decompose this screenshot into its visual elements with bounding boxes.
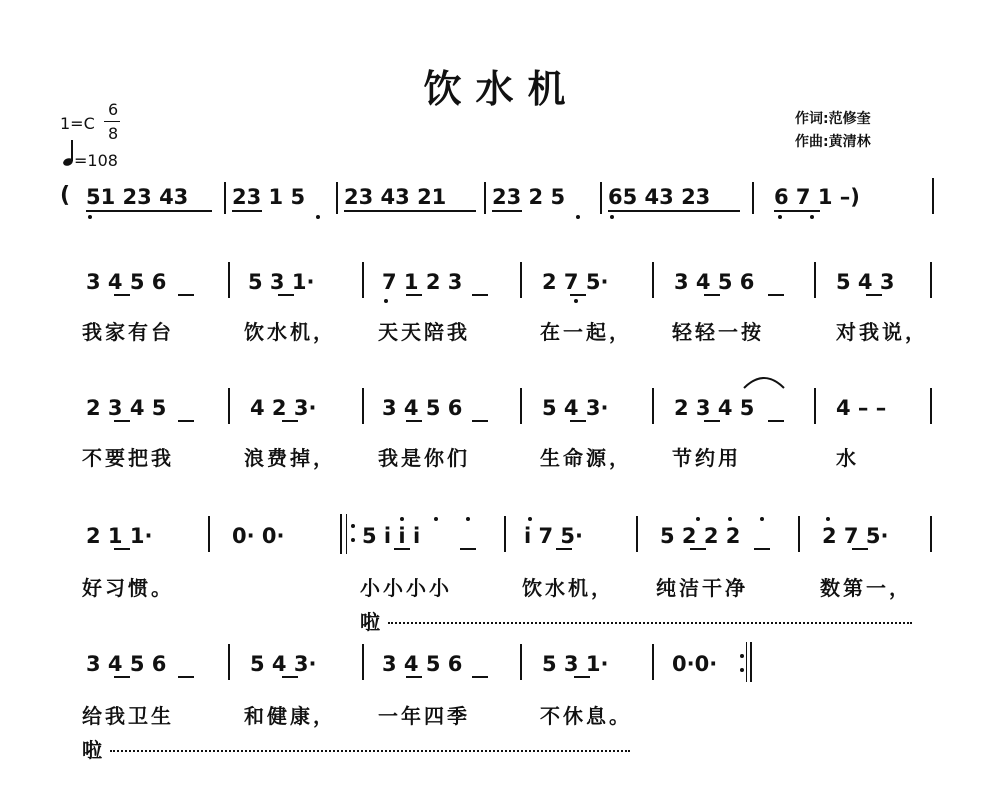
low-octave-dot [316,215,320,219]
underline [114,294,130,296]
barline [814,388,816,424]
barline [520,262,522,298]
barline [336,182,338,214]
underline [232,210,262,212]
note-group: 3 4 5 6 [674,270,755,294]
barline [208,516,210,552]
tempo-value: =108 [74,151,118,170]
repeat-dot [351,538,355,542]
time-numerator: 6 [108,100,119,119]
note-group: 3 4 5 6 [86,270,167,294]
lyric-segment: 轻轻一按 [672,320,764,344]
lyric-segment: 不休息。 [540,704,632,728]
note-group: 6 7 1 –) [774,185,860,209]
underline [754,548,770,550]
note-group: 5 3 1· [542,652,609,676]
underline [768,420,784,422]
note-group: 23 43 21 [344,185,447,209]
slur-arc [742,374,786,394]
repeat-start-thin [346,514,347,554]
lyric-segment: 水 [836,446,859,470]
lyric-segment: 小小小小 [360,576,452,600]
note-group: 5 4 3· [250,652,317,676]
note-group: 5 2 2 2 [660,524,741,548]
underline [852,548,868,550]
key-signature: 1=C [60,114,95,133]
note-group: 4 – – [836,396,887,420]
underline [570,294,586,296]
note-group: i 7 5· [524,524,584,548]
repeat-start-thick [340,514,342,554]
underline [178,676,194,678]
underline [114,420,130,422]
high-octave-dot [528,517,532,521]
low-octave-dot [384,299,388,303]
note-group: 23 1 5 [232,185,306,209]
barline [652,262,654,298]
repeat-end-thick [750,642,752,682]
underline [704,420,720,422]
barline [520,644,522,680]
underline [556,548,572,550]
lyric-segment: 我家有台 [82,320,174,344]
la-syllable: 啦 [360,610,383,634]
barline [636,516,638,552]
underline [472,420,488,422]
underline [690,548,706,550]
lyricist: 作词:范修奎 [795,111,871,127]
note-group: 2 3 4 5 [86,396,167,420]
barline [362,644,364,680]
underline [472,676,488,678]
barline [224,182,226,214]
lyric-segment: 在一起， [540,320,632,344]
barline [652,388,654,424]
lyric-segment: 不要把我 [82,446,174,470]
lyric-segment: 生命源， [540,446,632,470]
lyric-segment: 浪费掉， [244,446,336,470]
underline [704,294,720,296]
barline [932,178,934,214]
barline [484,182,486,214]
la-syllable: 啦 [82,738,105,762]
barline [504,516,506,552]
low-octave-dot [778,215,782,219]
underline [574,676,590,678]
note-group: 0· 0· [232,524,285,548]
lyric-segment: 纯洁干净 [656,576,748,600]
lyric-segment: 给我卫生 [82,704,174,728]
high-octave-dot [760,517,764,521]
note-group: 4 2 3· [250,396,317,420]
underline [178,294,194,296]
underline [344,210,476,212]
lyric-segment: 节约用 [672,446,741,470]
lyric-segment: 对我说， [836,320,928,344]
high-octave-dot [400,517,404,521]
underline [282,420,298,422]
underline [608,210,740,212]
underline [406,294,422,296]
time-divider [104,121,120,122]
low-octave-dot [574,299,578,303]
barline [930,388,932,424]
lyric-segment: 一年四季 [378,704,470,728]
note-group: 5 3 1· [248,270,315,294]
lyric-segment: 天天陪我 [378,320,470,344]
underline [178,420,194,422]
underline [278,294,294,296]
low-octave-dot [810,215,814,219]
note-group: 2 7 5· [822,524,889,548]
note-group: 2 3 4 5 [674,396,755,420]
lyric-segment: 数第一， [820,576,912,600]
underline [394,548,410,550]
note-group: 51 23 43 [86,185,189,209]
note-group: 5 i i i [362,524,421,548]
barline [362,388,364,424]
lyric-segment: 和健康， [244,704,336,728]
low-octave-dot [576,215,580,219]
note-group: 0·0· [672,652,718,676]
dotted-extension [110,750,630,752]
barline [814,262,816,298]
underline [866,294,882,296]
note-group: 3 4 5 6 [382,652,463,676]
underline [570,420,586,422]
lyric-segment: 我是你们 [378,446,470,470]
barline [652,644,654,680]
high-octave-dot [434,517,438,521]
repeat-dot [351,524,355,528]
barline [228,388,230,424]
underline [768,294,784,296]
note-group: 3 4 5 6 [382,396,463,420]
low-octave-dot [610,215,614,219]
high-octave-dot [728,517,732,521]
note-group: 65 43 23 [608,185,711,209]
barline [228,644,230,680]
repeat-dot [740,668,744,672]
barline [930,262,932,298]
repeat-dot [740,654,744,658]
note-group: 3 4 5 6 [86,652,167,676]
barline [798,516,800,552]
barline [362,262,364,298]
time-denominator: 8 [108,124,119,143]
barline [752,182,754,214]
underline [774,210,820,212]
underline [406,420,422,422]
repeat-end-thin [746,642,747,682]
barline [930,516,932,552]
underline [406,676,422,678]
low-octave-dot [88,215,92,219]
lyric-segment: 好习惯。 [82,576,174,600]
song-title: 饮水机 [423,67,580,111]
underline [460,548,476,550]
dotted-extension [388,622,912,624]
note-group: 5 4 3 [836,270,895,294]
note-group: 7 1 2 3 [382,270,463,294]
underline [492,210,522,212]
high-octave-dot [466,517,470,521]
high-octave-dot [696,517,700,521]
lyric-segment: 饮水机， [244,320,336,344]
underline [86,210,212,212]
intro-open-paren: ( [60,183,71,208]
underline [282,676,298,678]
composer: 作曲:黄清林 [795,134,871,150]
barline [520,388,522,424]
note-group: 5 4 3· [542,396,609,420]
note-group: 23 2 5 [492,185,566,209]
underline [472,294,488,296]
barline [228,262,230,298]
lyric-segment: 饮水机， [522,576,614,600]
note-group: 2 7 5· [542,270,609,294]
underline [114,548,130,550]
underline [114,676,130,678]
barline [600,182,602,214]
high-octave-dot [826,517,830,521]
note-group: 2 1 1· [86,524,153,548]
